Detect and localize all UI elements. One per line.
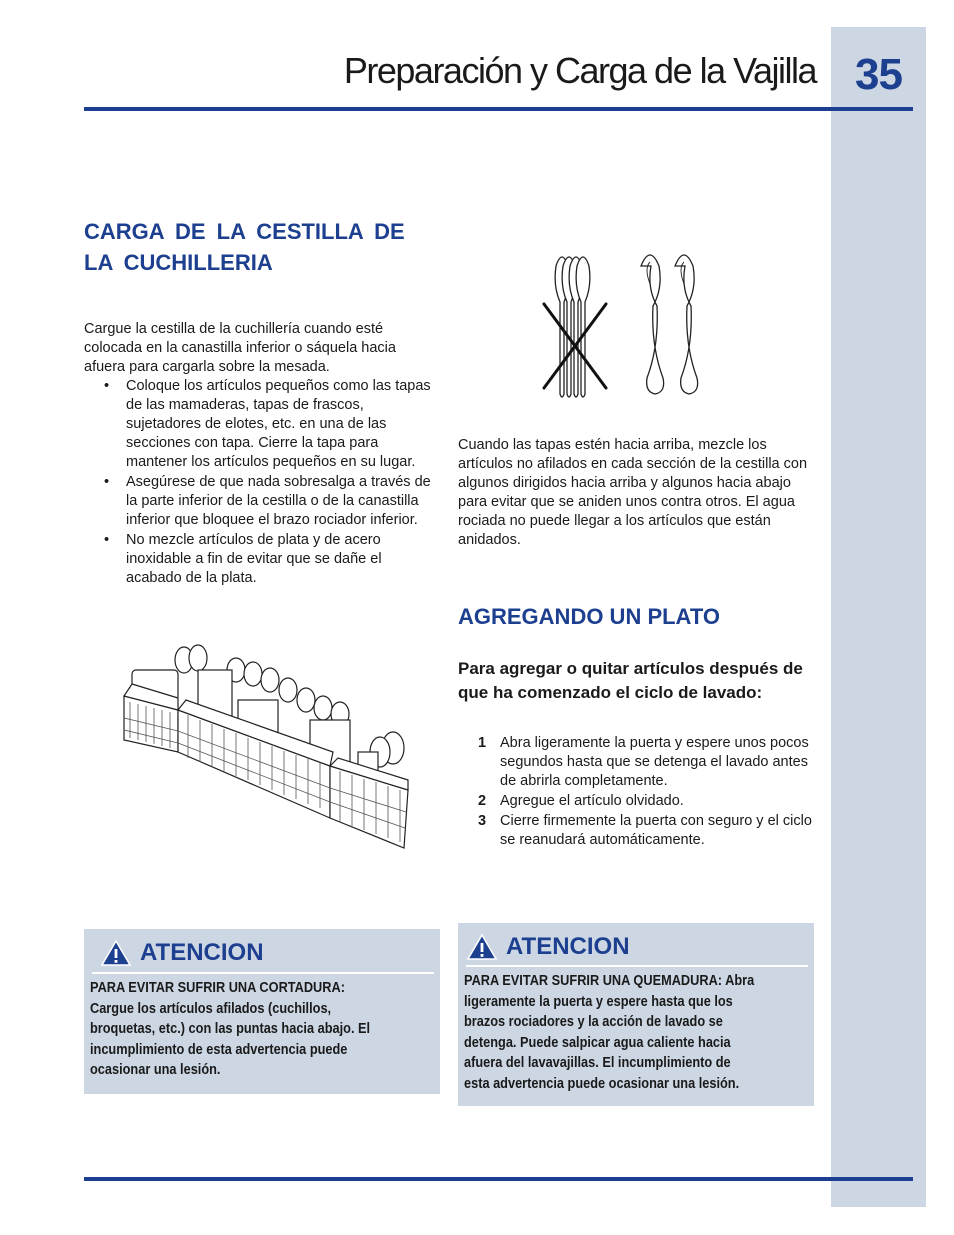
list-item [478, 734, 818, 791]
warning-line: PARA EVITAR SUFRIR UNA QUEMADURA: Abra [464, 973, 755, 989]
intro-paragraph: Cargue la cestilla de la cuchillería cuando esté colocada en la canastilla inferior o sáquela hacia afuera para cargarla sobre la mesada. [84, 321, 396, 375]
warning-line: ligeramente la puerta y espere hasta que los [464, 993, 733, 1010]
bullet-glyph: • [104, 378, 110, 394]
list-item [100, 473, 440, 530]
step-number: 3 [478, 813, 487, 829]
warning-divider [92, 972, 434, 974]
warning-header [100, 939, 264, 967]
warning-line: afuera del lavavajillas. El incumplimiento de [464, 1055, 731, 1072]
section-heading-cutlery-basket: CARGA DE LA CESTILLA DE LA CUCHILLERIA [84, 219, 405, 275]
list-item [478, 792, 818, 811]
list-item [478, 812, 818, 850]
warning-header [466, 933, 630, 961]
warning-line: incumplimiento de esta advertencia puede [90, 1041, 348, 1058]
bullet-glyph: • [104, 474, 110, 490]
side-tab [831, 27, 926, 1207]
step-text: Agregue el artículo olvidado. [500, 793, 684, 809]
bullet-text: No mezcle artículos de plata y de acero inoxidable a fin de evitar que se dañe el acabado de la plata. [126, 532, 382, 586]
warning-line: Cargue los artículos afilados (cuchillos, [90, 1000, 332, 1017]
step-number: 1 [478, 735, 487, 751]
page-number: 35 [855, 50, 902, 99]
step-text: Cierre firmemente la puerta con seguro y el ciclo se reanudará automáticamente. [500, 813, 812, 848]
warning-line: ocasionar una lesión. [90, 1062, 221, 1079]
bullet-text: Coloque los artículos pequeños como las tapas de las mamaderas, tapas de frascos, sujetadores de elotes, etc. en una de las secciones con tapa. Cierre la tapa para mantener los artículos pequeños en su lugar. [126, 378, 431, 470]
warning-line: brazos rociadores y la acción de lavado se [464, 1014, 723, 1031]
warning-triangle-icon [100, 939, 132, 967]
warning-text [90, 978, 424, 1081]
list-item [100, 531, 440, 588]
bullet-glyph: • [104, 532, 110, 548]
list-item [100, 377, 440, 472]
warning-line: broquetas, etc.) con las puntas hacia abajo. El [90, 1021, 371, 1038]
warning-box-cut [84, 929, 440, 1094]
warning-box-burn [458, 923, 814, 1106]
bullet-text: Asegúrese de que nada sobresalga a través de la parte inferior de la cestilla o de la canastilla inferior que bloquee el brazo rociador inferior. [126, 474, 431, 528]
warning-line: esta advertencia puede ocasionar una lesión. [464, 1075, 740, 1092]
header-rule [84, 107, 913, 111]
add-dish-intro: Para agregar o quitar artículos después de que ha comenzado el ciclo de lavado: [458, 659, 803, 702]
bullet-list [100, 377, 440, 589]
steps-list [478, 734, 818, 851]
warning-triangle-icon [466, 933, 498, 961]
page-title: Preparación y Carga de la Vajilla [343, 50, 816, 91]
warning-label: ATENCION [140, 939, 264, 966]
section-heading-add-dish: AGREGANDO UN PLATO [458, 604, 720, 629]
step-text: Abra ligeramente la puerta y espere unos pocos segundos hasta que se detenga el lavado antes de abrirla completamente. [500, 735, 809, 789]
warning-divider [466, 965, 808, 967]
mix-paragraph: Cuando las tapas estén hacia arriba, mezcle los artículos no afilados en cada sección de la cestilla con algunos dirigidos hacia arriba y algunos hacia abajo para evitar que se aniden unos contra otros. El agua rociada no puede llegar a los artículos que están anidados. [458, 437, 808, 548]
cutlery-basket-illustration [118, 640, 414, 868]
warning-text [464, 971, 798, 1095]
spoons-nesting-illustration [538, 244, 704, 404]
warning-line: PARA EVITAR SUFRIR UNA CORTADURA: [90, 980, 345, 996]
warning-label: ATENCION [506, 933, 630, 960]
step-number: 2 [478, 793, 487, 809]
warning-line: detenga. Puede salpicar agua caliente hacia [464, 1034, 731, 1051]
footer-rule [84, 1177, 913, 1181]
